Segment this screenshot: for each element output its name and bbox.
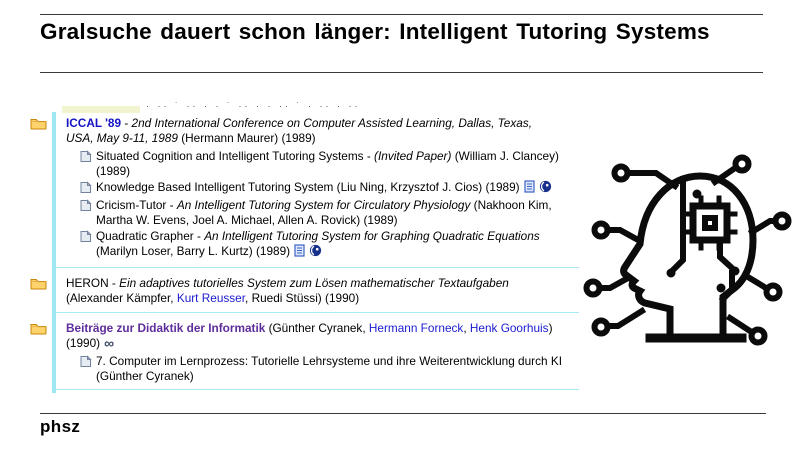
text-segment: - — [121, 116, 132, 130]
authors-year: (Nakhoon Kim, Martha W. Evens, Joel A. Michael, Allen A. Rovick) (1989) — [96, 198, 552, 227]
folder-icon[interactable] — [30, 117, 47, 134]
entry-title: 7. Computer im Lernprozess: Tutorielle Lehrsysteme und ihre Weiterentwicklung durch KI (Günther Cyranek) — [96, 354, 562, 383]
document-icon[interactable] — [524, 180, 535, 197]
bib-entry — [79, 198, 574, 228]
text-segment: , — [463, 321, 470, 335]
phsz-logo: phsz — [40, 417, 81, 436]
entry-subtitle: An Intelligent Tutoring System for Circulatory Physiology — [176, 198, 471, 212]
conference-link[interactable]: ICCAL '89 — [66, 116, 122, 130]
document-icon[interactable] — [294, 244, 305, 261]
globe-icon[interactable] — [309, 244, 322, 261]
entry-title: Knowledge Based Intelligent Tutoring System (Liu Ning, Krzysztof J. Cios) (1989) — [96, 180, 520, 194]
bibliography-list — [30, 101, 579, 396]
bib-group-heading — [66, 276, 558, 306]
bib-group-heading — [66, 321, 558, 351]
authors-year: (William J. Clancey) (1989) — [96, 149, 559, 178]
bib-entry — [79, 354, 574, 384]
glasses-icon[interactable]: ∞ — [104, 335, 115, 351]
authors-year: (Marilyn Loser, Barry L. Kurtz) (1989) — [96, 244, 291, 258]
book-link-visited[interactable]: Beiträge zur Didaktik der Informatik — [66, 321, 266, 335]
bib-entry — [79, 149, 574, 179]
author-link[interactable]: Henk Goorhuis — [469, 321, 549, 335]
bib-entry — [79, 229, 574, 261]
list-bottom-separator — [52, 389, 579, 390]
ai-head-icon — [582, 142, 794, 354]
entry-title: Cricism-Tutor - — [96, 198, 177, 212]
group-separator — [52, 312, 579, 313]
bib-entries — [79, 354, 571, 384]
authors-year: , Ruedi Stüssi) (1990) — [245, 291, 360, 305]
bib-group-heron — [56, 274, 579, 306]
globe-icon[interactable] — [539, 180, 552, 197]
clipped-text-fragments: · ·· ˙ ·· · · ˙ ·· · · ·· ˙ · ·· · ·· — [146, 101, 361, 111]
year: ) (1990) — [66, 321, 553, 350]
author-link[interactable]: Hermann Forneck — [368, 321, 464, 335]
header-rule-top — [40, 14, 763, 15]
note-icon[interactable] — [79, 150, 92, 167]
note-icon[interactable] — [79, 199, 92, 216]
authors-year: (Hermann Maurer) (1989) — [177, 131, 316, 145]
folder-icon[interactable] — [30, 322, 47, 339]
note-icon[interactable] — [79, 230, 92, 247]
bib-group-heading — [66, 116, 558, 146]
entry-title: Quadratic Grapher - — [96, 229, 205, 243]
authors: (Alexander Kämpfer, — [66, 291, 177, 305]
bib-entry — [79, 180, 574, 197]
entry-title: HERON - — [66, 276, 120, 290]
page-title: Gralsuche dauert schon länger: Intelligent Tutoring Systems — [40, 19, 710, 44]
group-separator — [52, 267, 579, 268]
bib-entries — [79, 149, 571, 261]
bib-group-iccal89 — [56, 114, 579, 261]
bib-group-beitraege — [56, 319, 579, 384]
note-icon[interactable] — [79, 355, 92, 372]
entry-subtitle: Ein adaptives tutorielles System zum Lösen mathematischer Textaufgaben — [119, 276, 509, 290]
authors: (Günther Cyranek, — [265, 321, 369, 335]
entry-title: Situated Cognition and Intelligent Tutoring Systems - — [96, 149, 375, 163]
conference-subtitle: 2nd International Conference on Computer Assisted Learning, Dallas, Texas, USA, May 9-11, 1989 — [66, 116, 532, 145]
header-rule-bottom — [40, 72, 763, 73]
footer-rule — [40, 413, 766, 414]
clipped-highlight — [62, 106, 140, 113]
folder-icon[interactable] — [30, 277, 47, 294]
entry-subtitle: An Intelligent Tutoring System for Graphing Quadratic Equations — [204, 229, 540, 243]
author-link[interactable]: Kurt Reusser — [176, 291, 246, 305]
clipped-top-row — [56, 101, 579, 114]
entry-subtitle: (Invited Paper) — [374, 149, 452, 163]
note-icon[interactable] — [79, 181, 92, 198]
